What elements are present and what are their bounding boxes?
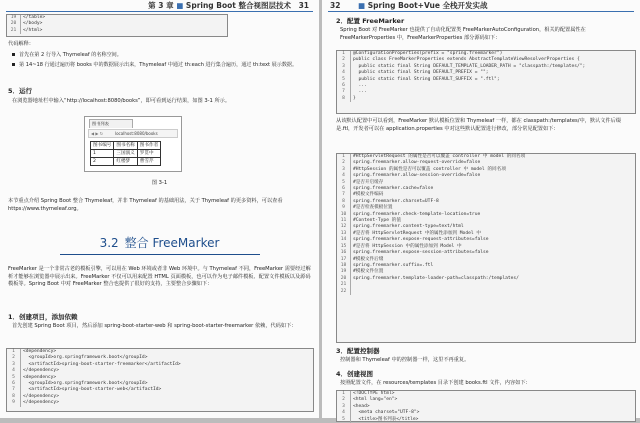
line-number: 22 [340, 288, 347, 294]
line-number: 3 [12, 361, 15, 367]
line-number: 19 [340, 269, 347, 275]
run-heading: 5．运行 [8, 87, 33, 95]
line-number: 2 [342, 57, 345, 63]
line-number: 8 [12, 393, 15, 399]
line-number: 3 [342, 166, 345, 172]
code-block-config [336, 153, 636, 343]
line-number: 7 [342, 89, 345, 95]
bullet-1: 首先在第 2 行导入 Thymeleaf 的名称空间。 [12, 52, 312, 59]
code-lines [23, 15, 225, 34]
address-bar: ◀ ▶ ↻ localhost:8080/books [88, 129, 178, 138]
code-line: #是否检查模板位置 [353, 205, 393, 211]
code-line: <head> [353, 403, 370, 409]
line-number: 11 [340, 218, 347, 224]
line-number: 7 [12, 387, 15, 393]
code-line: </dependency> [23, 368, 59, 374]
line-number: 17 [340, 256, 347, 262]
line-numbers [7, 349, 21, 407]
code-line: #HttpServletRequest 的属性是否可以覆盖 controller 中 model 的同名项 [353, 154, 526, 159]
code-lines [353, 51, 633, 102]
browser-tab: 图书列表 [89, 119, 133, 128]
line-number: 5 [342, 416, 345, 422]
line-numbers [7, 15, 21, 34]
line-number: 12 [340, 224, 347, 230]
code-line: #模板文件位置 [353, 269, 384, 275]
line-number: 14 [340, 237, 347, 243]
code-line: </table> [23, 15, 46, 20]
code-line: ... [353, 89, 367, 95]
line-number: 1 [12, 349, 15, 354]
line-number: 6 [342, 83, 345, 89]
line-number: 5 [12, 374, 15, 380]
code-line: public static final String DEFAULT_TEMPLATE_LOADER_PATH = "classpath:/templates/"; [353, 63, 586, 69]
header-rule [6, 11, 313, 12]
code-line: <dependency> [23, 374, 57, 380]
code-line: spring.freemarker.template-loader-path=classpath:/templates/ [353, 275, 519, 281]
line-number: 3 [342, 403, 345, 409]
code-line: <html lang="en"> [353, 397, 398, 403]
code-block-properties [336, 50, 636, 114]
code-line: <artifactId>spring-boot-starter-freemarker</artifactId> [23, 361, 181, 367]
line-number: 16 [340, 250, 347, 256]
code-line: #是否将 HttpSession 中的属性添加到 Model 中 [353, 243, 462, 249]
line-number: 20 [340, 275, 347, 281]
code-line: ... [353, 83, 367, 89]
page-number: 32 [330, 1, 341, 10]
code-line: <dependency> [23, 349, 57, 354]
step2-text2: 从该默认配置中可以看到，FreeMarker 默认模板位置和 Thymeleaf 一样，都在 classpath:/templates/中，默认文件后缀是.ftl，开发者可以在 application.properties 中对这些默认配置进行修改，部分常见配置如下： [336, 118, 621, 132]
line-number: 6 [12, 381, 15, 387]
code-line: <groupId>org.springframework.boot</groupId> [23, 381, 148, 387]
browser-screenshot [84, 116, 182, 172]
line-number: 15 [340, 243, 347, 249]
line-number: 4 [12, 368, 15, 374]
code-line: #是否将 HttpServletRequest 中的属性添加到 Model 中 [353, 230, 481, 236]
line-number: 5 [342, 179, 345, 185]
code-line: spring.freemarker.check-template-location=true [353, 211, 481, 217]
code-line: </html> [23, 27, 43, 33]
line-number: 9 [342, 205, 345, 211]
line-number: 4 [342, 70, 345, 76]
line-number: 13 [340, 230, 347, 236]
line-number: 21 [340, 282, 347, 288]
code-lines [353, 391, 633, 423]
step1-heading: 1．创建项目，添加依赖 [8, 313, 78, 321]
line-number: 7 [342, 192, 345, 198]
code-line: #模板文件后缀 [353, 256, 384, 262]
bullet-2: 第 14~18 行通过遍历将 books 中的数据展示出来，Thymeleaf 中通过 th:each 进行集合遍历，通过 th:text 展示数据。 [12, 62, 312, 69]
step1-text: 首先创建 Spring Boot 项目，然后添加 spring-boot-starter-web 和 spring-boot-starter-freemarker 依赖，代码如下： [12, 323, 297, 329]
code-line: <title>图书列表</title> [353, 416, 419, 422]
freemarker-intro: FreeMarker 是一个非常古老的模板引擎，可以用在 Web 环境或者非 Web 环境中。与 Thymeleaf 不同，FreeMarker 需要经过解析才能够在浏览器中展示出来。FreeMarker 不仅可以用来配置 HTML 页面模板，也可以作为电子邮件模板、配置文件模板以及源码模板等。Spring Boot 中对 FreeMarker 整合也提供了很好的支持，主要整合步骤如下： [8, 266, 311, 288]
chapter-title: 第 3 章 ■ Spring Boot 整合视图层技术 [148, 1, 291, 10]
line-number: 1 [342, 391, 345, 396]
section-title: 3.2 整合 FreeMarker [99, 236, 220, 250]
line-number: 18 [340, 262, 347, 268]
line-number: 5 [342, 76, 345, 82]
code-line: public class FreeMarkerProperties extends AbstractTemplateViewResolverProperties { [353, 57, 580, 63]
code-block-view [336, 390, 636, 422]
code-line: <groupId>org.springframework.boot</groupId> [23, 355, 148, 361]
nav-arrows-icon: ◀ ▶ ↻ [91, 131, 104, 136]
books-table: 图书编号 图书名称 图书作者 1 三国演义 罗贯中 2 红楼梦 曹雪芹 [90, 141, 161, 166]
code-line: spring.freemarker.expose-request-attributes=false [353, 237, 489, 243]
code-line: #HttpSession 的属性是否可以覆盖 controller 中 model 的同名项 [353, 166, 506, 172]
figure-caption: 图 3-1 [151, 180, 168, 186]
code-line: public static final String DEFAULT_SUFFIX = ".ftl"; [353, 76, 500, 82]
code-line: public static final String DEFAULT_PREFIX = ""; [353, 70, 489, 76]
line-number: 4 [342, 410, 345, 416]
left-page [0, 0, 319, 418]
line-number: 20 [10, 21, 17, 27]
code-line: spring.freemarker.content-type=text/html [353, 224, 464, 230]
line-number: 8 [342, 95, 345, 101]
code-line: spring.freemarker.allow-session-override=false [353, 173, 481, 179]
code-line: <artifactId>spring-boot-starter-web</artifactId> [23, 387, 162, 393]
line-numbers [337, 391, 351, 423]
line-number: 2 [12, 355, 15, 361]
section-rule [60, 254, 260, 255]
explain-label: 代码解释： [8, 41, 34, 47]
code-lines [23, 349, 311, 407]
header-rule [328, 11, 634, 12]
step2-heading: 2．配置 FreeMarker [336, 17, 405, 25]
book-title: ■ Spring Boot+Vue 全栈开发实战 [358, 1, 488, 10]
step4-text: 按照配置文件，在 resources/templates 目录下创建 books.ftl 文件，内容如下： [340, 380, 531, 386]
code-line: @ConfigurationProperties(prefix = "spring.freemarker") [353, 51, 503, 56]
step4-heading: 4．创建视图 [336, 370, 374, 378]
code-block-dependencies [6, 348, 314, 412]
code-line: spring.freemarker.suffix=.ftl [353, 262, 434, 268]
line-number: 8 [342, 198, 345, 204]
code-line: spring.freemarker.expose-session-attributes=false [353, 250, 489, 256]
code-line: </dependency> [23, 400, 59, 406]
line-numbers [337, 51, 351, 102]
step2-text: Spring Boot 对 FreeMarker 也提供了自动化配置类 FreeMarkerAutoConfiguration，相关的配置属性在 FreeMarkerProperties 中，FreeMarkerProperties 部分源码如下： [340, 27, 586, 41]
code-lines [353, 154, 633, 295]
line-number: 2 [342, 397, 345, 403]
line-number: 1 [342, 154, 345, 159]
page-number: 31 [298, 1, 309, 10]
code-line: <meta charset="UTF-8"> [353, 410, 420, 416]
line-number: 10 [340, 211, 347, 217]
code-line [353, 289, 633, 295]
line-number: 6 [342, 186, 345, 192]
page-header [322, 0, 640, 11]
code-line: </body> [23, 21, 43, 27]
code-line: <!DOCTYPE html> [353, 391, 395, 396]
line-number: 1 [342, 51, 345, 56]
summary-text: 本节重点介绍 Spring Boot 整合 Thymeleaf，并非 Thymeleaf 的基础用法，关于 Thymeleaf 的更多资料，可以查看 https://www.thymeleaf.org。 [8, 198, 283, 212]
code-line: #是否开启缓存 [353, 179, 384, 185]
line-number: 3 [342, 63, 345, 69]
line-number: 9 [12, 400, 15, 406]
code-line: #模板文件编码 [353, 192, 384, 198]
code-block-top [6, 14, 228, 37]
page-header [0, 0, 319, 11]
code-line: spring.freemarker.cache=false [353, 186, 434, 192]
step3-text: 控制器和 Thymeleaf 中的控制器一样，这里不再重复。 [340, 357, 470, 363]
code-line: } [353, 95, 356, 101]
code-line: #Content-Type 的值 [353, 218, 401, 224]
code-line: spring.freemarker.charset=UTF-8 [353, 198, 439, 204]
line-numbers [337, 154, 351, 295]
right-page [322, 0, 640, 422]
code-line: </dependency> [23, 393, 59, 399]
line-number: 2 [342, 160, 345, 166]
code-line: spring.freemarker.allow-request-override=false [353, 160, 481, 166]
line-number: 19 [10, 15, 17, 20]
line-number: 4 [342, 173, 345, 179]
step3-heading: 3．配置控制器 [336, 347, 380, 355]
line-number: 21 [10, 27, 17, 33]
run-text: 在浏览器地址栏中输入“http://localhost:8080/books”，即可看到运行结果，如图 3-1 所示。 [12, 98, 231, 104]
